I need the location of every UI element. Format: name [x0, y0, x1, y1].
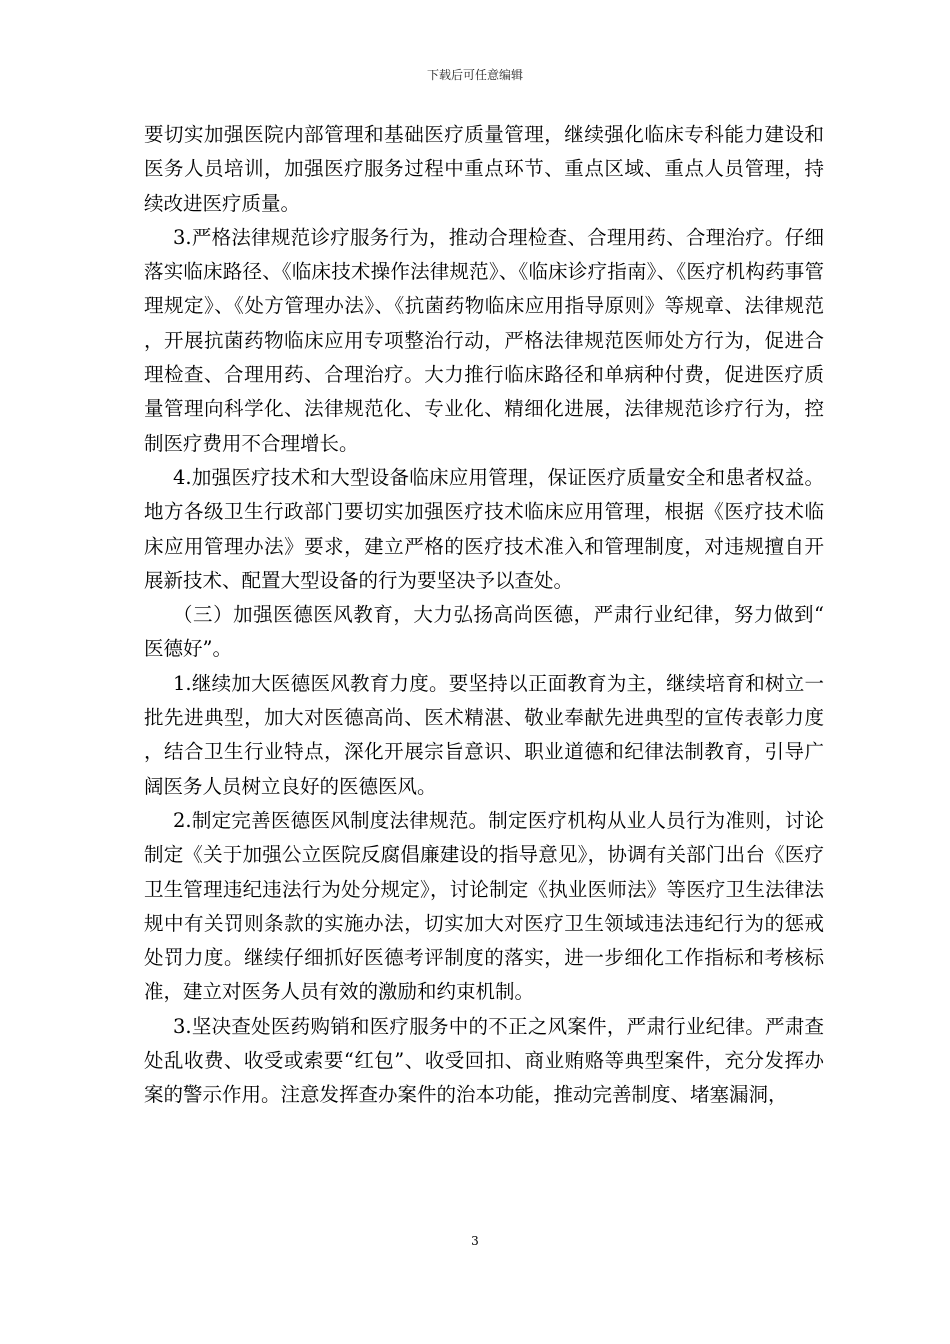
- page-header-note: 下载后可任意编辑: [426, 68, 523, 82]
- paragraph-quality-management: 要切实加强医院内部管理和基础医疗质量管理，继续强化临床专科能力建设和医务人员培训，加强医疗服务过程中重点环节、重点区域、重点人员管理，持续改进医疗质量。: [144, 123, 824, 215]
- paragraph-item-2-ethics-regulations: 2.制定完善医德医风制度法律规范。制定医疗机构从业人员行为准则，讨论制定《关于加强公立医院反腐倡廉建设的指导意见》，协调有关部门出台《医疗卫生管理违纪违法行为处分规定》，讨论制定《执业医师法》等医疗卫生法律法规中有关罚则条款的实施办法，切实加大对医疗卫生领域违法违纪行为的惩戒处罚力度。继续仔细抓好医德考评制度的落实，进一步细化工作指标和考核标准，建立对医务人员有效的激励和约束机制。: [144, 808, 824, 1004]
- section-heading-medical-ethics: （三）加强医德医风教育，大力弘扬高尚医德，严肃行业纪律，努力做到“医德好”。: [144, 603, 824, 661]
- paragraph-item-3-investigate-misconduct: 3.坚决查处医药购销和医疗服务中的不正之风案件，严肃行业纪律。严肃查处乱收费、收受或索要“红包”、收受回扣、商业贿赂等典型案件，充分发挥办案的警示作用。注意发挥查办案件的治本功能，推动完善制度、堵塞漏洞，: [144, 1014, 824, 1107]
- page-number: 3: [471, 1234, 479, 1248]
- document-body: [144, 118, 824, 1113]
- paragraph-item-4-technology-equipment: 4.加强医疗技术和大型设备临床应用管理，保证医疗质量安全和患者权益。地方各级卫生行政部门要切实加强医疗技术临床应用管理，根据《医疗技术临床应用管理办法》要求，建立严格的医疗技术准入和管理制度，对违规擅自开展新技术、配置大型设备的行为要坚决予以查处。: [144, 465, 824, 592]
- paragraph-item-1-ethics-education: 1.继续加大医德医风教育力度。要坚持以正面教育为主，继续培育和树立一批先进典型，加大对医德高尚、医术精湛、敬业奉献先进典型的宣传表彰力度，结合卫生行业特点，深化开展宗旨意识、职业道德和纪律法制教育，引导广阔医务人员树立良好的医德医风。: [144, 671, 824, 798]
- paragraph-item-3-standardize-practice: 3.严格法律规范诊疗服务行为，推动合理检查、合理用药、合理治疗。仔细落实临床路径、《临床技术操作法律规范》、《临床诊疗指南》、《医疗机构药事管理规定》、《处方管理办法》、《抗菌药物临床应用指导原则》等规章、法律规范，开展抗菌药物临床应用专项整治行动，严格法律规范医师处方行为，促进合理检查、合理用药、合理治疗。大力推行临床路径和单病种付费，促进医疗质量管理向科学化、法律规范化、专业化、精细化进展，法律规范诊疗行为，控制医疗费用不合理增长。: [144, 225, 824, 455]
